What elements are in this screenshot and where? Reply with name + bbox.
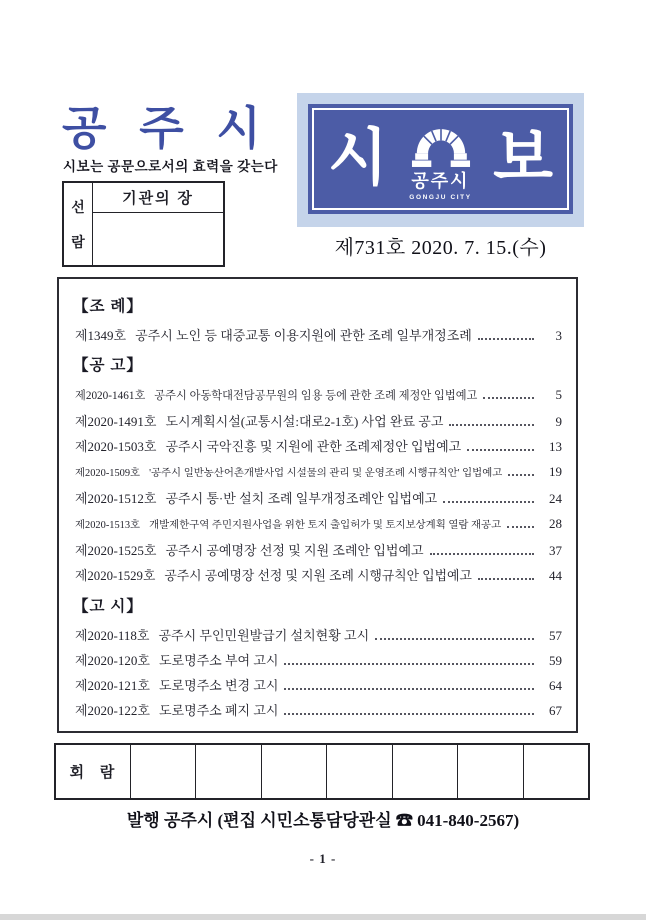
scan-edge-strip <box>0 914 646 920</box>
toc-item-title: 공주시 무인민원발급기 설치현황 고시 <box>158 628 370 643</box>
circulation-empty-cell <box>326 745 391 798</box>
circulation-empty-cell <box>195 745 260 798</box>
logo-center-group <box>408 121 474 201</box>
toc-section-title: 【조 례】 <box>73 298 143 315</box>
approval-signature-cell <box>93 213 223 265</box>
toc-item <box>75 653 562 668</box>
toc-item-title: 공주시 통·반 설치 조례 일부개정조례안 입법예고 <box>165 491 438 506</box>
approval-right-column <box>93 183 223 265</box>
dotted-leader <box>284 713 534 715</box>
dotted-leader <box>478 578 534 580</box>
toc-sections <box>73 294 562 718</box>
toc-item-page: 5 <box>555 387 562 402</box>
dotted-leader <box>478 338 534 340</box>
approval-row-label <box>64 183 93 265</box>
toc-item-page: 13 <box>549 439 562 454</box>
toc-item-number: 제2020-118호 <box>75 628 150 643</box>
toc-item-number: 제2020-122호 <box>75 703 150 718</box>
circulation-empty-cell <box>261 745 326 798</box>
toc-item-title: 공주시 공예명장 선정 및 지원 조례 시행규칙안 입법예고 <box>164 569 472 583</box>
approval-table <box>62 181 225 267</box>
circulation-label: 회 람 <box>69 765 121 781</box>
toc-item <box>75 543 562 558</box>
circulation-empty-cell <box>457 745 522 798</box>
dotted-leader <box>375 638 534 640</box>
toc-item-number: 제2020-1491호 <box>75 414 157 429</box>
publisher-line: 발행 공주시 (편집 시민소통담당관실 ☎ 041-840-2567) <box>126 811 520 830</box>
fortress-gate-arch-icon <box>408 121 474 171</box>
toc-item-title: 공주시 아동학대전담공무원의 임용 등에 관한 조례 제정안 입법예고 <box>154 390 478 402</box>
toc-item <box>75 703 562 718</box>
issue-number-date: 제731호 2020. 7. 15.(수) <box>334 237 547 259</box>
toc-item-title: 개발제한구역 주민지원사업을 위한 토지 출입허가 및 토지보상계획 열람 재공고 <box>149 520 502 531</box>
logo-city-name: 공주시 <box>411 171 470 191</box>
approval-label-top: 선 <box>71 200 85 216</box>
toc-item <box>75 628 562 643</box>
gazette-logo-plate <box>297 93 584 227</box>
table-of-contents <box>57 277 578 733</box>
toc-item-number: 제2020-1509호 <box>75 468 141 479</box>
toc-item-title: 도로명주소 부여 고시 <box>158 653 279 668</box>
approval-header: 기관의 장 <box>93 183 223 213</box>
toc-item-page: 44 <box>549 568 562 583</box>
toc-item <box>75 678 562 693</box>
toc-item-number: 제2020-120호 <box>75 653 150 668</box>
toc-item-page: 67 <box>549 703 562 718</box>
toc-item-page: 64 <box>549 678 562 693</box>
toc-item-number: 제1349호 <box>75 328 127 343</box>
city-title: 공 주 시 <box>62 102 271 154</box>
toc-item <box>75 414 562 429</box>
toc-item-number: 제2020-1529호 <box>75 569 156 583</box>
page-number: - 1 - <box>309 851 337 866</box>
toc-item-page: 19 <box>549 464 562 479</box>
toc-item-title: 공주시 노인 등 대중교통 이용지원에 관한 조례 일부개정조례 <box>135 328 472 343</box>
toc-item-page: 28 <box>549 516 562 531</box>
toc-item-number: 제2020-121호 <box>75 678 150 693</box>
dotted-leader <box>508 474 534 476</box>
toc-item-number: 제2020-1513호 <box>75 520 141 531</box>
toc-item <box>75 516 562 533</box>
toc-item-number: 제2020-1461호 <box>75 390 146 402</box>
logo-city-name-en: GONGJU CITY <box>409 194 472 201</box>
toc-item <box>75 568 562 584</box>
toc-item-title: 도시계획시설(교통시설:대로2-1호) 사업 완료 공고 <box>165 414 444 429</box>
circulation-empty-cell <box>130 745 195 798</box>
toc-item <box>75 464 562 481</box>
dotted-leader <box>430 553 534 555</box>
toc-item-page: 59 <box>549 653 562 668</box>
approval-label-bottom: 람 <box>71 235 85 251</box>
toc-item-page: 37 <box>549 543 562 558</box>
gazette-validity-note: 시보는 공문으로서의 효력을 갖는다 <box>63 159 278 174</box>
gazette-logo-box <box>308 104 573 214</box>
toc-item-title: 도로명주소 변경 고시 <box>158 678 279 693</box>
toc-item-number: 제2020-1503호 <box>75 439 157 454</box>
toc-section-title: 【공 고】 <box>73 357 143 374</box>
toc-item-page: 57 <box>549 628 562 643</box>
circulation-empty-cell <box>523 745 588 798</box>
toc-item <box>75 328 562 343</box>
toc-item-number: 제2020-1512호 <box>75 491 157 506</box>
toc-item <box>75 491 562 506</box>
circulation-empty-cell <box>392 745 457 798</box>
dotted-leader <box>483 397 534 399</box>
dotted-leader <box>449 424 534 426</box>
toc-item <box>75 387 562 404</box>
toc-item <box>75 439 562 454</box>
dotted-leader <box>284 663 534 665</box>
dotted-leader <box>507 526 534 528</box>
toc-item-page: 24 <box>549 491 562 506</box>
dotted-leader <box>467 449 534 451</box>
logo-glyph-bo: 보 <box>493 124 553 193</box>
toc-section-title: 【고 시】 <box>73 598 143 615</box>
toc-item-title: 공주시 공예명장 선정 및 지원 조례안 입법예고 <box>165 543 424 558</box>
toc-item-page: 9 <box>555 414 562 429</box>
toc-item-number: 제2020-1525호 <box>75 543 157 558</box>
circulation-table <box>54 743 590 800</box>
toc-item-page: 3 <box>555 328 562 343</box>
logo-glyph-si: 시 <box>328 124 388 193</box>
toc-item-title: 도로명주소 폐지 고시 <box>158 703 279 718</box>
toc-item-title: 공주시 국악진흥 및 지원에 관한 조례제정안 입법예고 <box>165 439 462 454</box>
dotted-leader <box>443 501 534 503</box>
toc-item-title: '공주시 일반농산어촌개발사업 시설물의 관리 및 운영조례 시행규칙안' 입법예고 <box>149 468 503 479</box>
dotted-leader <box>284 688 534 690</box>
